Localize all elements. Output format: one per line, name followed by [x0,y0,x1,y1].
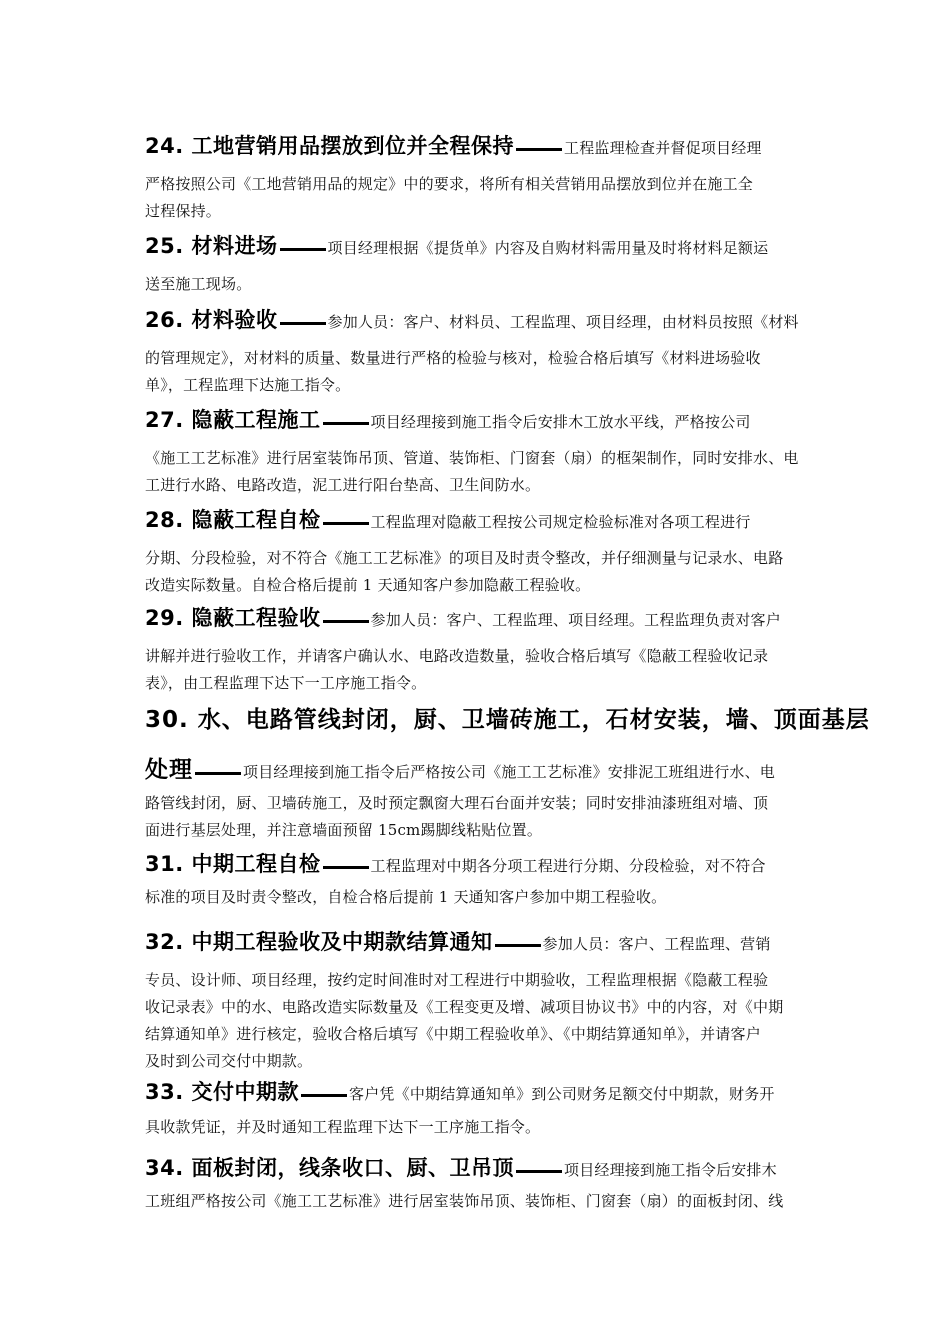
body-line: 工班组严格按公司《施工工艺标准》进行居室装饰吊顶、装饰柜、门窗套（扇）的面板封闭、线 [145,1192,784,1210]
body-line: 路管线封闭，厨、卫墙砖施工，及时预定飘窗大理石台面并安装；同时安排油漆班组对墙、顶 [145,794,769,812]
section-heading: 32. 中期工程验收及中期款结算通知 [145,930,493,954]
em-dash [323,620,369,623]
section-heading: 29. 隐蔽工程验收 [145,606,321,630]
section-text: 项目经理根据《提货单》内容及自购材料需用量及时将材料足额运 [327,239,769,257]
section-heading: 25. 材料进场 [145,234,278,258]
section-25 [145,228,810,294]
section-heading: 27. 隐蔽工程施工 [145,408,321,432]
section-33 [145,1074,810,1137]
em-dash [323,422,369,425]
section-24 [145,128,810,221]
body-line: 结算通知单》进行核定，验收合格后填写《中期工程验收单》、《中期结算通知单》，并请客户 [145,1025,761,1043]
em-dash [516,148,562,151]
section-text: 客户凭《中期结算通知单》到公司财务足额交付中期款，财务开 [349,1085,775,1103]
body-line: 分期、分段检验，对不符合《施工工艺标准》的项目及时责令整改，并仔细测量与记录水、电路 [145,549,784,567]
body-line: 过程保持。 [145,202,222,220]
section-heading: 33. 交付中期款 [145,1080,300,1104]
body-line: 收记录表》中的水、电路改造实际数量及《工程变更及增、减项目协议书》中的内容，对《中期 [145,998,784,1016]
section-heading: 26. 材料验收 [145,308,278,332]
section-heading: 24. 工地营销用品摆放到位并全程保持 [145,134,515,158]
body-line: 专员、设计师、项目经理，按约定时间准时对工程进行中期验收，工程监理根据《隐蔽工程验 [145,971,769,989]
section-text: 工程监理对中期各分项工程进行分期、分段检验，对不符合 [370,857,766,875]
body-line: 的管理规定》，对材料的质量、数量进行严格的检验与核对，检验合格后填写《材料进场验收 [145,349,761,367]
body-line: 单》，工程监理下达施工指令。 [145,376,351,394]
body-line: 《施工工艺标准》进行居室装饰吊顶、管道、装饰柜、门窗套（扇）的框架制作，同时安排水、电 [145,449,799,467]
body-line: 面进行基层处理，并注意墙面预留 15cm踢脚线粘贴位置。 [145,821,543,839]
em-dash [280,248,326,251]
em-dash [280,322,326,325]
section-32 [145,924,810,1071]
em-dash [495,944,541,947]
section-heading-continued: 处理 [145,757,193,783]
section-heading: 31. 中期工程自检 [145,852,321,876]
section-28 [145,502,810,595]
section-29 [145,600,810,693]
section-text: 工程监理检查并督促项目经理 [564,139,762,157]
section-heading: 28. 隐蔽工程自检 [145,508,321,532]
body-line: 表》，由工程监理下达下一工序施工指令。 [145,674,427,692]
body-line: 及时到公司交付中期款。 [145,1052,313,1070]
body-line: 严格按照公司《工地营销用品的规定》中的要求，将所有相关营销用品摆放到位并在施工全 [145,175,754,193]
body-line: 送至施工现场。 [145,275,252,293]
section-text: 参加人员：客户、工程监理、营销 [542,935,771,953]
section-30 [145,700,870,840]
section-26 [145,302,810,395]
body-line: 标准的项目及时责令整改，自检合格后提前 1 天通知客户参加中期工程验收。 [145,888,667,906]
em-dash [516,1170,562,1173]
em-dash [195,772,241,775]
section-text: 项目经理接到施工指令后严格按公司《施工工艺标准》安排泥工班组进行水、电 [243,763,776,781]
section-text: 工程监理对隐蔽工程按公司规定检验标准对各项工程进行 [370,513,751,531]
section-34 [145,1150,810,1211]
section-heading: 34. 面板封闭，线条收口、厨、卫吊顶 [145,1156,515,1180]
section-27 [145,402,810,495]
section-text: 项目经理接到施工指令后安排木工放水平线，严格按公司 [370,413,751,431]
body-line: 改造实际数量。自检合格后提前 1 天通知客户参加隐蔽工程验收。 [145,576,591,594]
em-dash [323,866,369,869]
body-line: 讲解并进行验收工作，并请客户确认水、电路改造数量，验收合格后填写《隐蔽工程验收记录 [145,647,769,665]
section-text: 项目经理接到施工指令后安排木 [564,1161,777,1179]
section-heading: 30. 水、电路管线封闭，厨、卫墙砖施工，石材安装，墙、顶面基层 [145,707,870,733]
section-text: 参加人员：客户、材料员、工程监理、项目经理，由材料员按照《材料 [327,313,799,331]
em-dash [323,522,369,525]
body-line: 具收款凭证，并及时通知工程监理下达下一工序施工指令。 [145,1118,541,1136]
section-31 [145,846,810,907]
body-line: 工进行水路、电路改造，泥工进行阳台垫高、卫生间防水。 [145,476,541,494]
em-dash [301,1094,347,1097]
section-text: 参加人员：客户、工程监理、项目经理。工程监理负责对客户 [370,611,781,629]
